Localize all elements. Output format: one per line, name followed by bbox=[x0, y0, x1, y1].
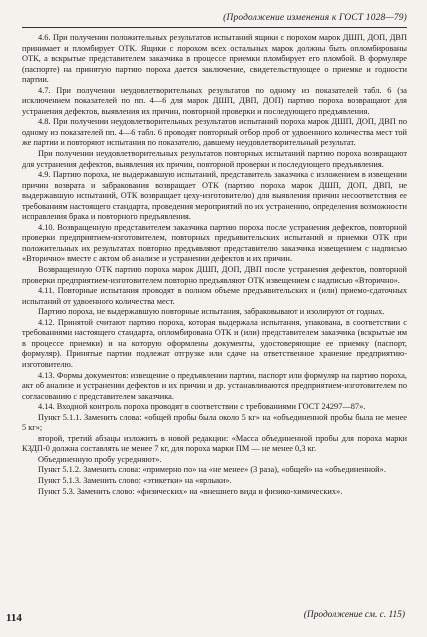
paragraph: Пункт 5.3. Заменить слово: «физических» на «внешнего вида и физико-химических». bbox=[38, 486, 343, 496]
paragraph: Возвращенную ОТК партию пороха марок ДШП, ДОП, ДВП после устранения дефектов, повторной проверки предприятием-изготовителем повторно предъявляют ОТК извещением с надписью «Вторично». bbox=[22, 265, 407, 285]
paragraph: Объединенную пробу усредняют». bbox=[38, 454, 162, 464]
paragraph: 4.14. Входной контроль пороха проводят в соответствии с требованиями ГОСТ 24297—87». bbox=[38, 402, 366, 412]
continuation-note: (Продолжение см. с. 115) bbox=[303, 610, 405, 620]
paragraph: 4.10. Возвращенную представителем заказчика партию пороха после устранения дефектов, повторной проверки предприятием-изготовителем, повторных предъявительских испытаний и приемки ОТК при положительных их результатах повторно предъявляют представителю заказчика извещением с надписью «Вторично» вместе с актом об анализе и устранении дефектов и их причин. bbox=[22, 222, 407, 264]
paragraph: Пункт 5.1.1. Заменить слова: «общей пробы была около 5 кг» на «объединенной пробы была не менее 5 кг»; bbox=[22, 412, 407, 433]
paragraph: 4.13. Формы документов: извещение о предъявлении партии, паспорт или формуляр на партию пороха, акт об анализе и устранении дефектов и их причин и др. устанавливаются предприятием-изготовителем по согласованию с представителем заказчика. bbox=[22, 370, 407, 401]
paragraph: 4.6. При получении положительных результатов испытаний ящики с порохом марок ДШП, ДОП, ДВП принимает и пломбирует ОТК. Ящики с порохом всех остальных марок должны быть опломбированы ОТК, а вскрытые представителем заказчика в процессе приемки пломбирует его пломбой. В формуляре (паспорте) на принятую партию пороха дается заключение, свидетельствующее о приемке и годности партии. bbox=[22, 33, 407, 85]
paragraph: При получении неудовлетворительных результатов повторных испытаний партию пороха возвращают для устранения дефектов, выявления их причин, повторной проверки и последующего предъявления. bbox=[22, 149, 407, 169]
paragraph: 4.7. При получении неудовлетворительных результатов по одному из показателей табл. 6 (за исключением показателей по пп. 4—6 для марок ДШП, ДВП, ДОП) партию пороха возвращают для устранения дефектов, выявления их причин, повторной проверки и последующего предъявления. bbox=[22, 85, 407, 116]
body-text bbox=[22, 33, 407, 497]
paragraph: 4.12. Принятой считают партию пороха, которая выдержала испытания, упакована, в соответствии с требованиями настоящего стандарта, опломбирована ОТК и (или) представителем заказчика (вскрытые им в процессе приемки) и на которую оформлены документы, удостоверяющие ее приемку (паспорт, формуляр). Принятые партии подлежат отгрузке или сдаче на ответственное хранение предприятию-изготовителю. bbox=[22, 317, 407, 369]
page-number: 114 bbox=[6, 612, 22, 624]
paragraph: Партию пороха, не выдержавшую повторные испытания, забраковывают и изолируют от годных. bbox=[38, 307, 385, 317]
paragraph: Пункт 5.1.2. Заменить слова: «примерно по» на «не менее» (3 раза), «общей» на «объединенной». bbox=[38, 465, 386, 475]
header-rule bbox=[22, 27, 407, 28]
paragraph: 4.11. Повторные испытания проводят в полном объеме предъявительских и (или) приемо-сдаточных испытаний от удвоенного количества мест. bbox=[22, 286, 407, 306]
paragraph: второй, третий абзацы изложить в новой редакции: «Масса объединенной пробы для пороха марки КЗДП-0 должна составлять не менее 7 кг, для пороха марки ПМ — не менее 0,3 кг. bbox=[22, 433, 407, 454]
running-header: (Продолжение изменения к ГОСТ 1028—79) bbox=[223, 13, 407, 23]
paragraph: Пункт 5.1.3. Заменить слово: «этикетки» на «ярлыки». bbox=[38, 475, 232, 485]
paragraph: 4.9. Партию пороха, не выдержавшую испытаний, представитель заказчика с изложением в извещении причин возврата и забракования возвращает ОТК (партию пороха марок ДШП, ДОП, ДВП, не выдержавшую испытаний, ОТК возвращает цеху-изготовителю) для выявления причин несоответствия ее требованиям настоящего стандарта, проведения мероприятий по их устранению, определения возможности исправления брака и повторного предъявления. bbox=[22, 170, 407, 222]
paragraph: 4.8. При получении неудовлетворительных результатов испытаний пороха марок ДШП, ДОП, ДВП по одному из показателей пп. 4—6 табл. 6 проводят повторный отбор проб от удвоенного количества мест той же партии и повторяют испытания по показателю, давшему неудовлетворительный результат. bbox=[22, 117, 407, 148]
